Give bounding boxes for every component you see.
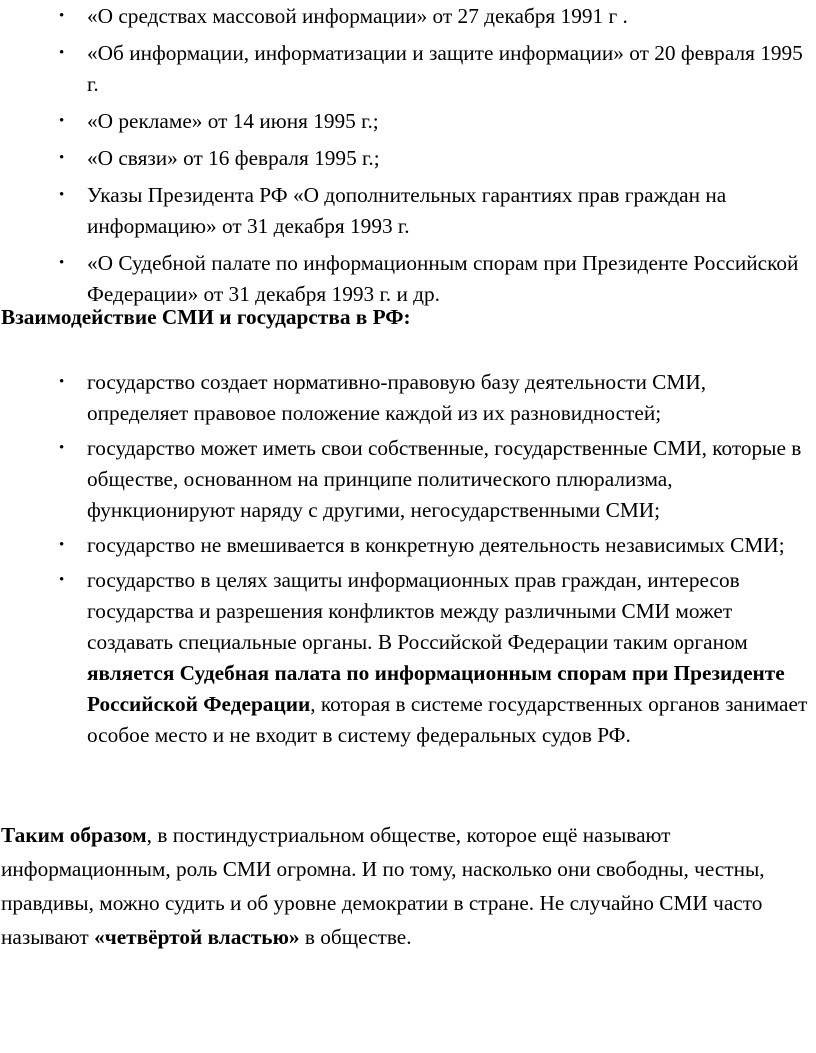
list-item xyxy=(0,530,816,561)
list-item-text: «О рекламе» от 14 июня 1995 г.; xyxy=(87,109,379,133)
list-item xyxy=(0,180,816,242)
bullet-icon: • xyxy=(59,537,65,553)
list-item xyxy=(0,143,816,174)
conclusion-end: в обществе. xyxy=(299,925,412,949)
list-item xyxy=(0,38,816,100)
list-item-text: Указы Президента РФ «О дополнительных гарантиях прав граждан на информацию» от 31 декабря 1993 г. xyxy=(87,183,727,238)
bullet-icon: • xyxy=(59,187,65,203)
list-item-text: «О связи» от 16 февраля 1995 г.; xyxy=(87,146,380,170)
conclusion-lead: Таким образом xyxy=(1,823,147,847)
bullet-icon: • xyxy=(59,150,65,166)
list-item xyxy=(0,433,816,526)
conclusion-paragraph xyxy=(1,818,813,954)
list-item-text-start: государство в целях защиты информационных прав граждан, интересов государства и разрешения конфликтов между различными СМИ может создавать специальные органы. В Российской Федерации таким органом xyxy=(87,568,748,654)
bullet-icon: • xyxy=(59,572,65,588)
laws-list xyxy=(0,1,816,311)
list-item xyxy=(0,106,816,137)
bullet-icon: • xyxy=(59,440,65,456)
list-item-text-end: , которая в системе государственных органов занимает особое место и не входит в систему федеральных судов РФ. xyxy=(87,692,808,747)
bullet-icon: • xyxy=(59,255,65,271)
conclusion-body: , в постиндустриальном обществе, которое ещё называют информационным, роль СМИ огромна. И по тому, насколько они свободны, честны, правдивы, можно судить и об уровне демократии в стране. Не случайно СМИ часто называют xyxy=(1,823,765,949)
list-item xyxy=(0,367,816,429)
conclusion-emphasis: «четвёртой властью» xyxy=(94,925,300,949)
list-item-text: государство может иметь свои собственные, государственные СМИ, которые в обществе, основанном на принципе политического плюрализма, функционируют наряду с другими, негосударственными СМИ; xyxy=(87,436,802,522)
bullet-icon: • xyxy=(59,374,65,390)
list-item xyxy=(0,1,816,32)
list-item-text-bold: является Судебная палата по информационным спорам при Президенте Российской Федерации xyxy=(87,661,785,716)
bullet-icon: • xyxy=(59,45,65,61)
bullet-icon: • xyxy=(59,8,65,24)
list-item-text: «О Судебной палате по информационным спорам при Президенте Российской Федерации» от 31 декабря 1993 г. и др. xyxy=(87,251,799,306)
list-item xyxy=(0,248,816,310)
interaction-list xyxy=(0,367,816,752)
list-item-text: «Об информации, информатизации и защите информации» от 20 февраля 1995 г. xyxy=(87,41,803,96)
bullet-icon: • xyxy=(59,113,65,129)
list-item-text: «О средствах массовой информации» от 27 декабря 1991 г . xyxy=(87,4,628,28)
section-heading: Взаимодействие СМИ и государства в РФ: xyxy=(1,305,411,329)
list-item-text: государство не вмешивается в конкретную деятельность независимых СМИ; xyxy=(87,533,785,557)
list-item-text xyxy=(87,568,807,747)
list-item xyxy=(0,565,816,751)
list-item-text: государство создает нормативно-правовую базу деятельности СМИ, определяет правовое положение каждой из их разновидностей; xyxy=(87,370,707,425)
